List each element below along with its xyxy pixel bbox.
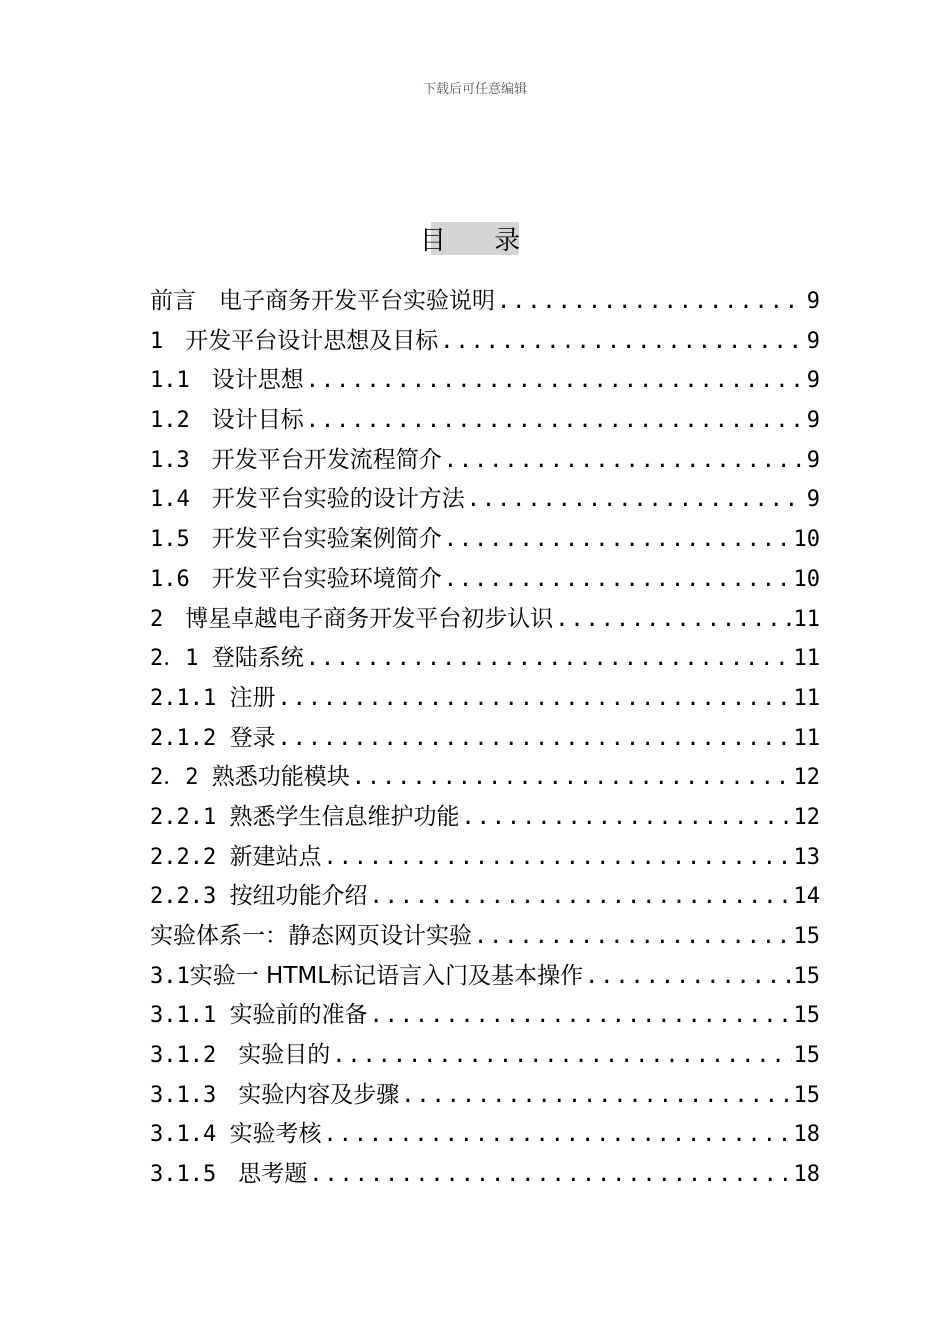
toc-entry-heading: [150, 996, 367, 1036]
toc-dot-leader: [332, 1036, 791, 1076]
toc-entry-heading: [150, 322, 438, 362]
toc-entry-number: 3.1.1: [150, 1003, 230, 1029]
toc-entry-title: 登陆系统: [211, 645, 304, 672]
toc-dot-leader: [306, 361, 805, 401]
toc-dot-leader: [497, 282, 805, 322]
toc-entry-page-number: 10: [793, 527, 820, 553]
toc-dot-leader: [444, 441, 805, 481]
toc-entry-heading: [150, 1115, 321, 1155]
toc-dot-leader: [467, 480, 805, 520]
header-note: 下载后可任意编辑: [422, 82, 527, 97]
toc-entry-number: 1.4: [150, 487, 212, 513]
toc-entry-title: 博星卓越电子商务开发平台初步认识: [185, 605, 554, 632]
toc-dot-leader: [444, 560, 792, 600]
toc-entry[interactable]: [150, 600, 820, 640]
toc-entry-heading: [150, 441, 442, 481]
toc-dot-leader: [401, 1076, 791, 1116]
toc-dot-leader: [306, 639, 792, 679]
table-of-contents: [150, 282, 820, 1195]
toc-dot-leader: [444, 520, 792, 560]
toc-entry-page-number: 11: [793, 606, 820, 632]
toc-entry-page-number: 9: [806, 289, 820, 314]
toc-entry-title: 开发平台实验的设计方法: [211, 486, 465, 513]
toc-entry-title: 设计目标: [211, 407, 304, 434]
toc-entry-title: 开发平台实验环境简介: [211, 565, 442, 592]
toc-dot-leader: [309, 1155, 791, 1195]
toc-entry-title: 实验内容及步骤: [238, 1081, 400, 1108]
toc-entry[interactable]: [150, 441, 820, 481]
toc-dot-leader: [585, 957, 791, 997]
toc-entry-page-number: 9: [806, 368, 820, 394]
toc-entry-number: 1.2: [150, 408, 212, 434]
toc-entry[interactable]: [150, 282, 820, 322]
toc-entry-title: 开发平台设计思想及目标: [185, 327, 439, 354]
toc-entry[interactable]: [150, 401, 820, 441]
toc-dot-leader: [323, 1115, 791, 1155]
toc-entry-page-number: 18: [793, 1162, 820, 1188]
toc-entry-title: 按纽功能介绍: [229, 883, 368, 910]
toc-entry-number: 3.1.5: [150, 1162, 239, 1188]
toc-entry-heading: [150, 957, 583, 997]
toc-dot-leader: [474, 917, 792, 957]
toc-entry-title: 开发平台实验案例简介: [211, 526, 442, 553]
toc-entry-page-number: 12: [793, 804, 820, 830]
toc-dot-leader: [277, 679, 791, 719]
toc-entry-page-number: 9: [806, 447, 820, 473]
toc-entry-number: 1.3: [150, 447, 212, 473]
toc-entry-title: 熟悉功能模块: [211, 764, 350, 791]
toc-entry-heading: [150, 877, 367, 917]
toc-entry-heading: [150, 798, 459, 838]
toc-entry-heading: [150, 838, 321, 878]
toc-entry-title: 熟悉学生信息维护功能: [229, 803, 460, 830]
toc-entry[interactable]: [150, 1155, 820, 1195]
toc-dot-leader: [461, 798, 791, 838]
toc-entry-page-number: 9: [806, 408, 820, 434]
toc-entry-heading: [150, 480, 465, 520]
toc-entry-number: 2．2: [150, 765, 212, 791]
toc-entry-heading: [150, 1036, 330, 1076]
toc-entry-heading: [150, 282, 495, 322]
toc-entry-page-number: 15: [793, 1082, 820, 1108]
toc-entry[interactable]: [150, 679, 820, 719]
toc-entry-title: 实验前的准备: [229, 1002, 368, 1029]
toc-entry-title: 实验体系一：静态网页设计实验: [150, 923, 472, 949]
toc-entry-page-number: 15: [793, 963, 820, 989]
toc-entry[interactable]: [150, 361, 820, 401]
toc-entry[interactable]: [150, 322, 820, 362]
toc-entry-title: 注册: [229, 684, 276, 711]
toc-entry[interactable]: [150, 480, 820, 520]
toc-entry-page-number: 11: [793, 725, 820, 751]
toc-entry[interactable]: [150, 917, 820, 957]
toc-entry-number: 2.2.2: [150, 844, 230, 870]
toc-entry[interactable]: [150, 520, 820, 560]
toc-entry-title: 实验目的: [238, 1042, 331, 1069]
toc-entry[interactable]: [150, 996, 820, 1036]
toc-entry-page-number: 13: [793, 844, 820, 870]
toc-entry-number: 2: [150, 606, 186, 632]
toc-entry-heading: [150, 679, 275, 719]
toc-entry-title: 新建站点: [229, 843, 322, 870]
toc-entry-heading: [150, 560, 442, 600]
toc-entry-page-number: 11: [793, 646, 820, 672]
toc-entry-page-number: 11: [793, 685, 820, 711]
toc-entry-title: 实验考核: [229, 1121, 322, 1148]
toc-entry[interactable]: [150, 798, 820, 838]
toc-entry-page-number: 18: [793, 1122, 820, 1148]
toc-title: 目 录: [431, 222, 519, 255]
toc-entry-heading: [150, 639, 304, 679]
toc-entry-heading: [150, 719, 275, 759]
toc-entry-page-number: 15: [793, 1003, 820, 1029]
toc-entry-number: 2.2.1: [150, 804, 230, 830]
toc-entry-title: 前言 电子商务开发平台实验说明: [150, 288, 495, 314]
toc-entry-number: 3.1.4: [150, 1122, 230, 1148]
toc-entry-number: 2.1.2: [150, 725, 230, 751]
toc-entry-number: 3.1.3: [150, 1082, 239, 1108]
toc-dot-leader: [352, 758, 792, 798]
toc-entry-title: 思考题: [238, 1161, 308, 1188]
toc-entry-heading: [150, 600, 553, 640]
toc-dot-leader: [277, 719, 791, 759]
toc-entry-title: 实验一 HTML标记语言入门及基本操作: [189, 962, 584, 989]
toc-entry[interactable]: [150, 1076, 820, 1116]
toc-entry-heading: [150, 758, 350, 798]
toc-dot-leader: [555, 600, 791, 640]
toc-entry-heading: [150, 917, 472, 957]
toc-entry-number: 1: [150, 328, 186, 354]
toc-entry-title: 设计思想: [211, 367, 304, 394]
toc-entry-heading: [150, 361, 304, 401]
toc-entry-number: 2.1.1: [150, 685, 230, 711]
toc-entry-page-number: 14: [793, 884, 820, 910]
toc-entry[interactable]: [150, 758, 820, 798]
toc-entry-page-number: 15: [793, 924, 820, 949]
toc-entry-heading: [150, 520, 442, 560]
toc-entry-number: 1.6: [150, 566, 212, 592]
toc-dot-leader: [369, 996, 791, 1036]
toc-entry-title: 登录: [229, 724, 276, 751]
toc-entry-number: 1.5: [150, 527, 212, 553]
toc-entry-page-number: 9: [806, 487, 820, 513]
toc-entry[interactable]: [150, 957, 820, 997]
toc-entry[interactable]: [150, 1036, 820, 1076]
toc-dot-leader: [323, 838, 791, 878]
toc-entry-page-number: 15: [793, 1043, 820, 1069]
toc-dot-leader: [306, 401, 805, 441]
toc-dot-leader: [440, 322, 805, 362]
toc-dot-leader: [369, 877, 791, 917]
toc-entry-page-number: 12: [793, 765, 820, 791]
toc-entry[interactable]: [150, 1115, 820, 1155]
toc-entry[interactable]: [150, 639, 820, 679]
toc-entry-number: 1.1: [150, 368, 212, 394]
toc-entry-number: 2．1: [150, 646, 212, 672]
toc-entry[interactable]: [150, 877, 820, 917]
toc-entry-number: 2.2.3: [150, 884, 230, 910]
toc-entry[interactable]: [150, 719, 820, 759]
toc-entry-number: 3.1.2: [150, 1043, 239, 1069]
toc-entry[interactable]: [150, 838, 820, 878]
toc-entry-heading: [150, 1076, 399, 1116]
toc-entry-title: 开发平台开发流程简介: [211, 446, 442, 473]
toc-entry-page-number: 9: [806, 328, 820, 354]
toc-entry-heading: [150, 1155, 307, 1195]
toc-entry[interactable]: [150, 560, 820, 600]
toc-entry-number: 3.1: [150, 963, 190, 989]
toc-entry-page-number: 10: [793, 566, 820, 592]
toc-entry-heading: [150, 401, 304, 441]
